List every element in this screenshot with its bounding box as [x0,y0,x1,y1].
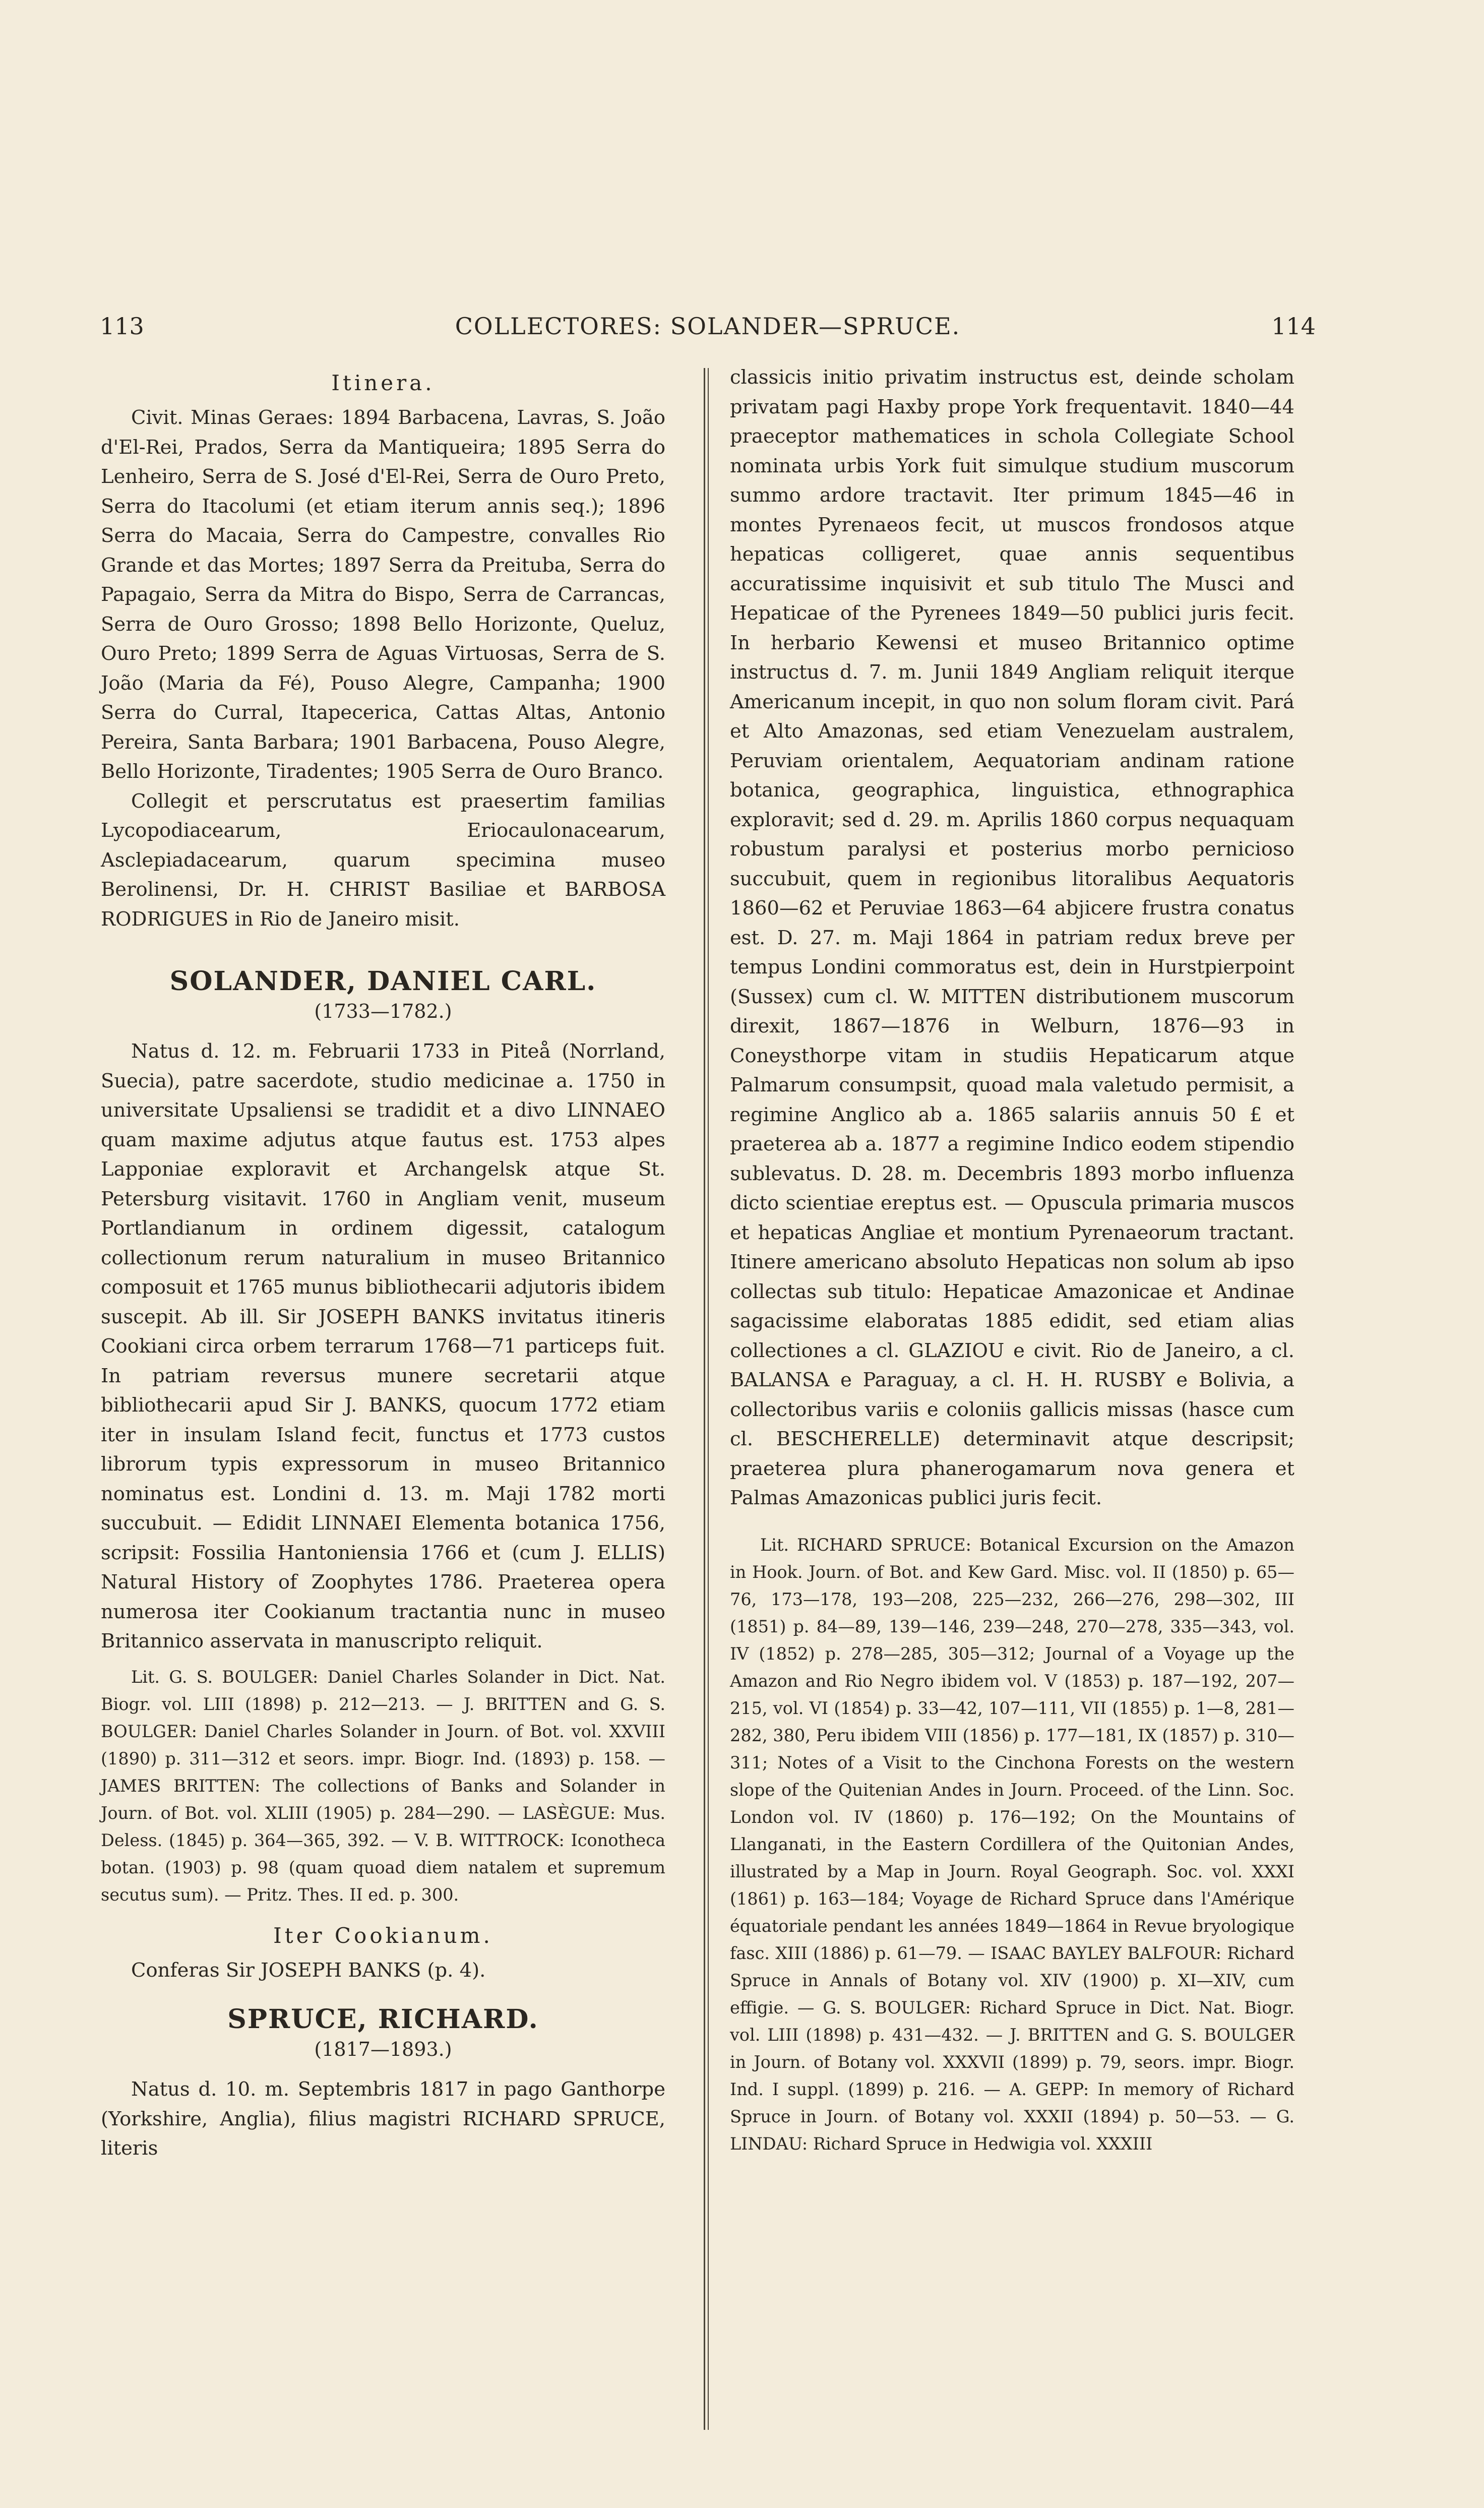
page-number-right: 114 [1271,313,1316,340]
spruce-bio-continued: classicis initio privatim instructus est, deinde scholam privatam pagi Haxby prope York frequentavit. 1840—44 praeceptor mathematices in schola Collegiate School nominata urbis York fuit simulque studium muscorum summo ardore tractavit. Iter primum 1845—46 in montes Pyrenaeos fecit, ut muscos frondosos atque hepaticas colligeret, quae annis sequentibus accuratissime inquisivit et sub titulo The Musci and Hepaticae of the Pyrenees 1849—50 publici juris fecit. In herbario Kewensi et museo Britannico optime instructus d. 7. m. Junii 1849 Angliam reliquit iterque Americanum incepit, in quo non solum floram civit. Pará et Alto Amazonas, sed etiam Venezuelam australem, Peruviam orientalem, Aequatoriam andinam ratione botanica, geographica, linguistica, ethnographica exploravit; sed d. 29. m. Aprilis 1860 corpus nequaquam robustum paralysi et posterius morbo pernicioso succubuit, quem in regionibus litoralibus Aequatoris 1860—62 et Peruviae 1863—64 abjicere frustra conatus est. D. 27. m. Maji 1864 in patriam redux breve per tempus Londini commoratus est, dein in Hurstpierpoint (Sussex) cum cl. W. MITTEN distributionem muscorum direxit, 1867—1876 in Welburn, 1876—93 in Coneysthorpe vitam in studiis Hepaticarum atque Palmarum consumpsit, quoad mala valetudo permisit, a regimine Anglico ab a. 1865 salariis annuis 50 £ et praeterea ab a. 1877 a regimine Indico eodem stipendio sublevatus. D. 28. m. Decembris 1893 morbo influenza dicto scientiae ereptus est. — Opuscula primaria muscos et hepaticas Angliae et montium Pyrenaeorum tractant. Itinere americano absoluto Hepaticas non solum ab ipso collectas sub titulo: Hepaticae Amazonicae et Andinae sagacissime elaboratas 1885 edidit, sed etiam alias collectiones a cl. GLAZIOU e civit. Rio de Janeiro, a cl. BALANSA e Paraguay, a cl. H. H. RUSBY e Bolivia, a collectoribus variis e coloniis gallicis missas (hasce cum cl. BESCHERELLE) determinavit atque descripsit; praeterea plura phanerogamarum nova genera et Palmas Amazonicas publici juris fecit. [730,366,1294,1509]
page-number-left: 113 [100,313,144,340]
solander-bio: Natus d. 12. m. Februarii 1733 in Piteå (Norrland, Suecia), patre sacerdote, studio medicinae a. 1750 in universitate Upsaliensi se tradidit et a divo LINNAEO quam maxime adjutus atque fautus est. 1753 alpes Lapponiae exploravit et Archangelsk atque St. Petersburg visitavit. 1760 in Angliam venit, museum Portlandianum in ordinem digessit, catalogum collectionum rerum naturalium in museo Britannico composuit et 1765 munus bibliothecarii adjutoris ibidem suscepit. Ab ill. Sir JOSEPH BANKS invitatus itineris Cookiani circa orbem terrarum 1768—71 particeps fuit. In patriam reversus munere secretarii atque bibliothecarii apud Sir J. BANKS, quocum 1772 etiam iter in insulam Island fecit, functus et 1773 custos librorum typis expressorum in museo Britannico nominatus est. Londini d. 13. m. Maji 1782 morti succubuit. — Edidit LINNAEI Elementa botanica 1756, scripsit: Fossilia Hantoniensia 1766 et (cum J. ELLIS) Natural History of Zoophytes 1786. Praeterea opera numerosa iter Cookianum tractantia nunc in museo Britannico asservata in manuscripto reliquit. [101,1040,665,1653]
column-rule [704,368,705,2430]
spruce-literature: Lit. RICHARD SPRUCE: Botanical Excursion on the Amazon in Hook. Journ. of Bot. and Kew Gard. Misc. vol. II (1850) p. 65—76, 173—178, 193—208, 225—232, 266—276, 298—302, III (1851) p. 84—89, 139—146, 239—248, 270—278, 335—343, vol. IV (1852) p. 278—285, 305—312; Journal of a Voyage up the Amazon and Rio Negro ibidem vol. V (1853) p. 187—192, 207—215, vol. VI (1854) p. 33—42, 107—111, VII (1855) p. 1—8, 281—282, 380, Peru ibidem VIII (1856) p. 177—181, IX (1857) p. 310—311; Notes of a Visit to the Cinchona Forests on the western slope of the Quitenian Andes in Journ. Proceed. of the Linn. Soc. London vol. IV (1860) p. 176—192; On the Mountains of Llanganati, in the Eastern Cordillera of the Quitonian Andes, illustrated by a Map in Journ. Royal Geograph. Soc. vol. XXXI (1861) p. 163—184; Voyage de Richard Spruce dans l'Amérique équatoriale pendant les années 1849—1864 in Revue bryologique fasc. XIII (1886) p. 61—79. — ISAAC BAYLEY BALFOUR: Richard Spruce in Annals of Botany vol. XIV (1900) p. XI—XIV, cum effigie. — G. S. BOULGER: Richard Spruce in Dict. Nat. Biogr. vol. LIII (1898) p. 431—432. — J. BRITTEN and G. S. BOULGER in Journ. of Botany vol. XXXVII (1899) p. 79, seors. impr. Biogr. Ind. I suppl. (1899) p. 216. — A. GEPP: In memory of Richard Spruce in Journ. of Botany vol. XXXII (1894) p. 50—53. — G. LINDAU: Richard Spruce in Hedwigia vol. XXXIII [730,1535,1294,2154]
itinera-heading: Itinera. [331,371,435,395]
right-column [730,363,1294,2158]
column-rule-inner [708,368,709,2430]
iter-cookianum-heading: Iter Cookianum. [273,1923,493,1948]
solander-dates: (1733—1782.) [314,1000,452,1022]
spruce-dates: (1817—1893.) [314,2038,452,2060]
running-head [100,309,1316,344]
spruce-bio-start: Natus d. 10. m. Septembris 1817 in pago Ganthorpe (Yorkshire, Anglia), filius magistri RICHARD SPRUCE, literis [101,2078,665,2160]
itinera-text: Civit. Minas Geraes: 1894 Barbacena, Lavras, S. João d'El-Rei, Prados, Serra da Mantiqueira; 1895 Serra do Lenheiro, Serra de S. José d'El-Rei, Serra de Ouro Preto, Serra do Itacolumi (et etiam iterum annis seq.); 1896 Serra do Macaia, Serra do Campestre, convalles Rio Grande et das Mortes; 1897 Serra da Preituba, Serra do Papagaio, Serra da Mitra do Bispo, Serra de Carrancas, Serra de Ouro Grosso; 1898 Bello Horizonte, Queluz, Ouro Preto; 1899 Serra de Aguas Virtuosas, Serra de S. João (Maria da Fé), Pouso Alegre, Campanha; 1900 Serra do Curral, Itapecerica, Cattas Altas, Antonio Pereira, Santa Barbara; 1901 Barbacena, Pouso Alegre, Bello Horizonte, Tiradentes; 1905 Serra de Ouro Branco. [101,406,665,783]
left-column [101,363,665,2164]
solander-literature: Lit. G. S. BOULGER: Daniel Charles Solander in Dict. Nat. Biogr. vol. LIII (1898) p. 212—213. — J. BRITTEN and G. S. BOULGER: Daniel Charles Solander in Journ. of Bot. vol. XXVIII (1890) p. 311—312 et seors. impr. Biogr. Ind. (1893) p. 158. — JAMES BRITTEN: The collections of Banks and Solander in Journ. of Bot. vol. XLIII (1905) p. 284—290. — LASÈGUE: Mus. Deless. (1845) p. 364—365, 392. — V. B. WITTROCK: Iconotheca botan. (1903) p. 98 (quam quoad diem natalem et supremum secutus sum). — Pritz. Thes. II ed. p. 300. [101,1667,665,1905]
running-title: COLLECTORES: SOLANDER—SPRUCE. [455,313,961,340]
iter-cookianum-text: Conferas Sir JOSEPH BANKS (p. 4). [131,1959,486,1982]
spruce-name: SPRUCE, RICHARD. [227,2004,539,2035]
solander-name: SOLANDER, DANIEL CARL. [169,966,597,997]
collegit-text: Collegit et perscrutatus est praesertim familias Lycopodiacearum, Eriocaulonacearum, Asclepiadacearum, quarum specimina museo Berolinensi, Dr. H. CHRIST Basiliae et BARBOSA RODRIGUES in Rio de Janeiro misit. [101,789,665,931]
